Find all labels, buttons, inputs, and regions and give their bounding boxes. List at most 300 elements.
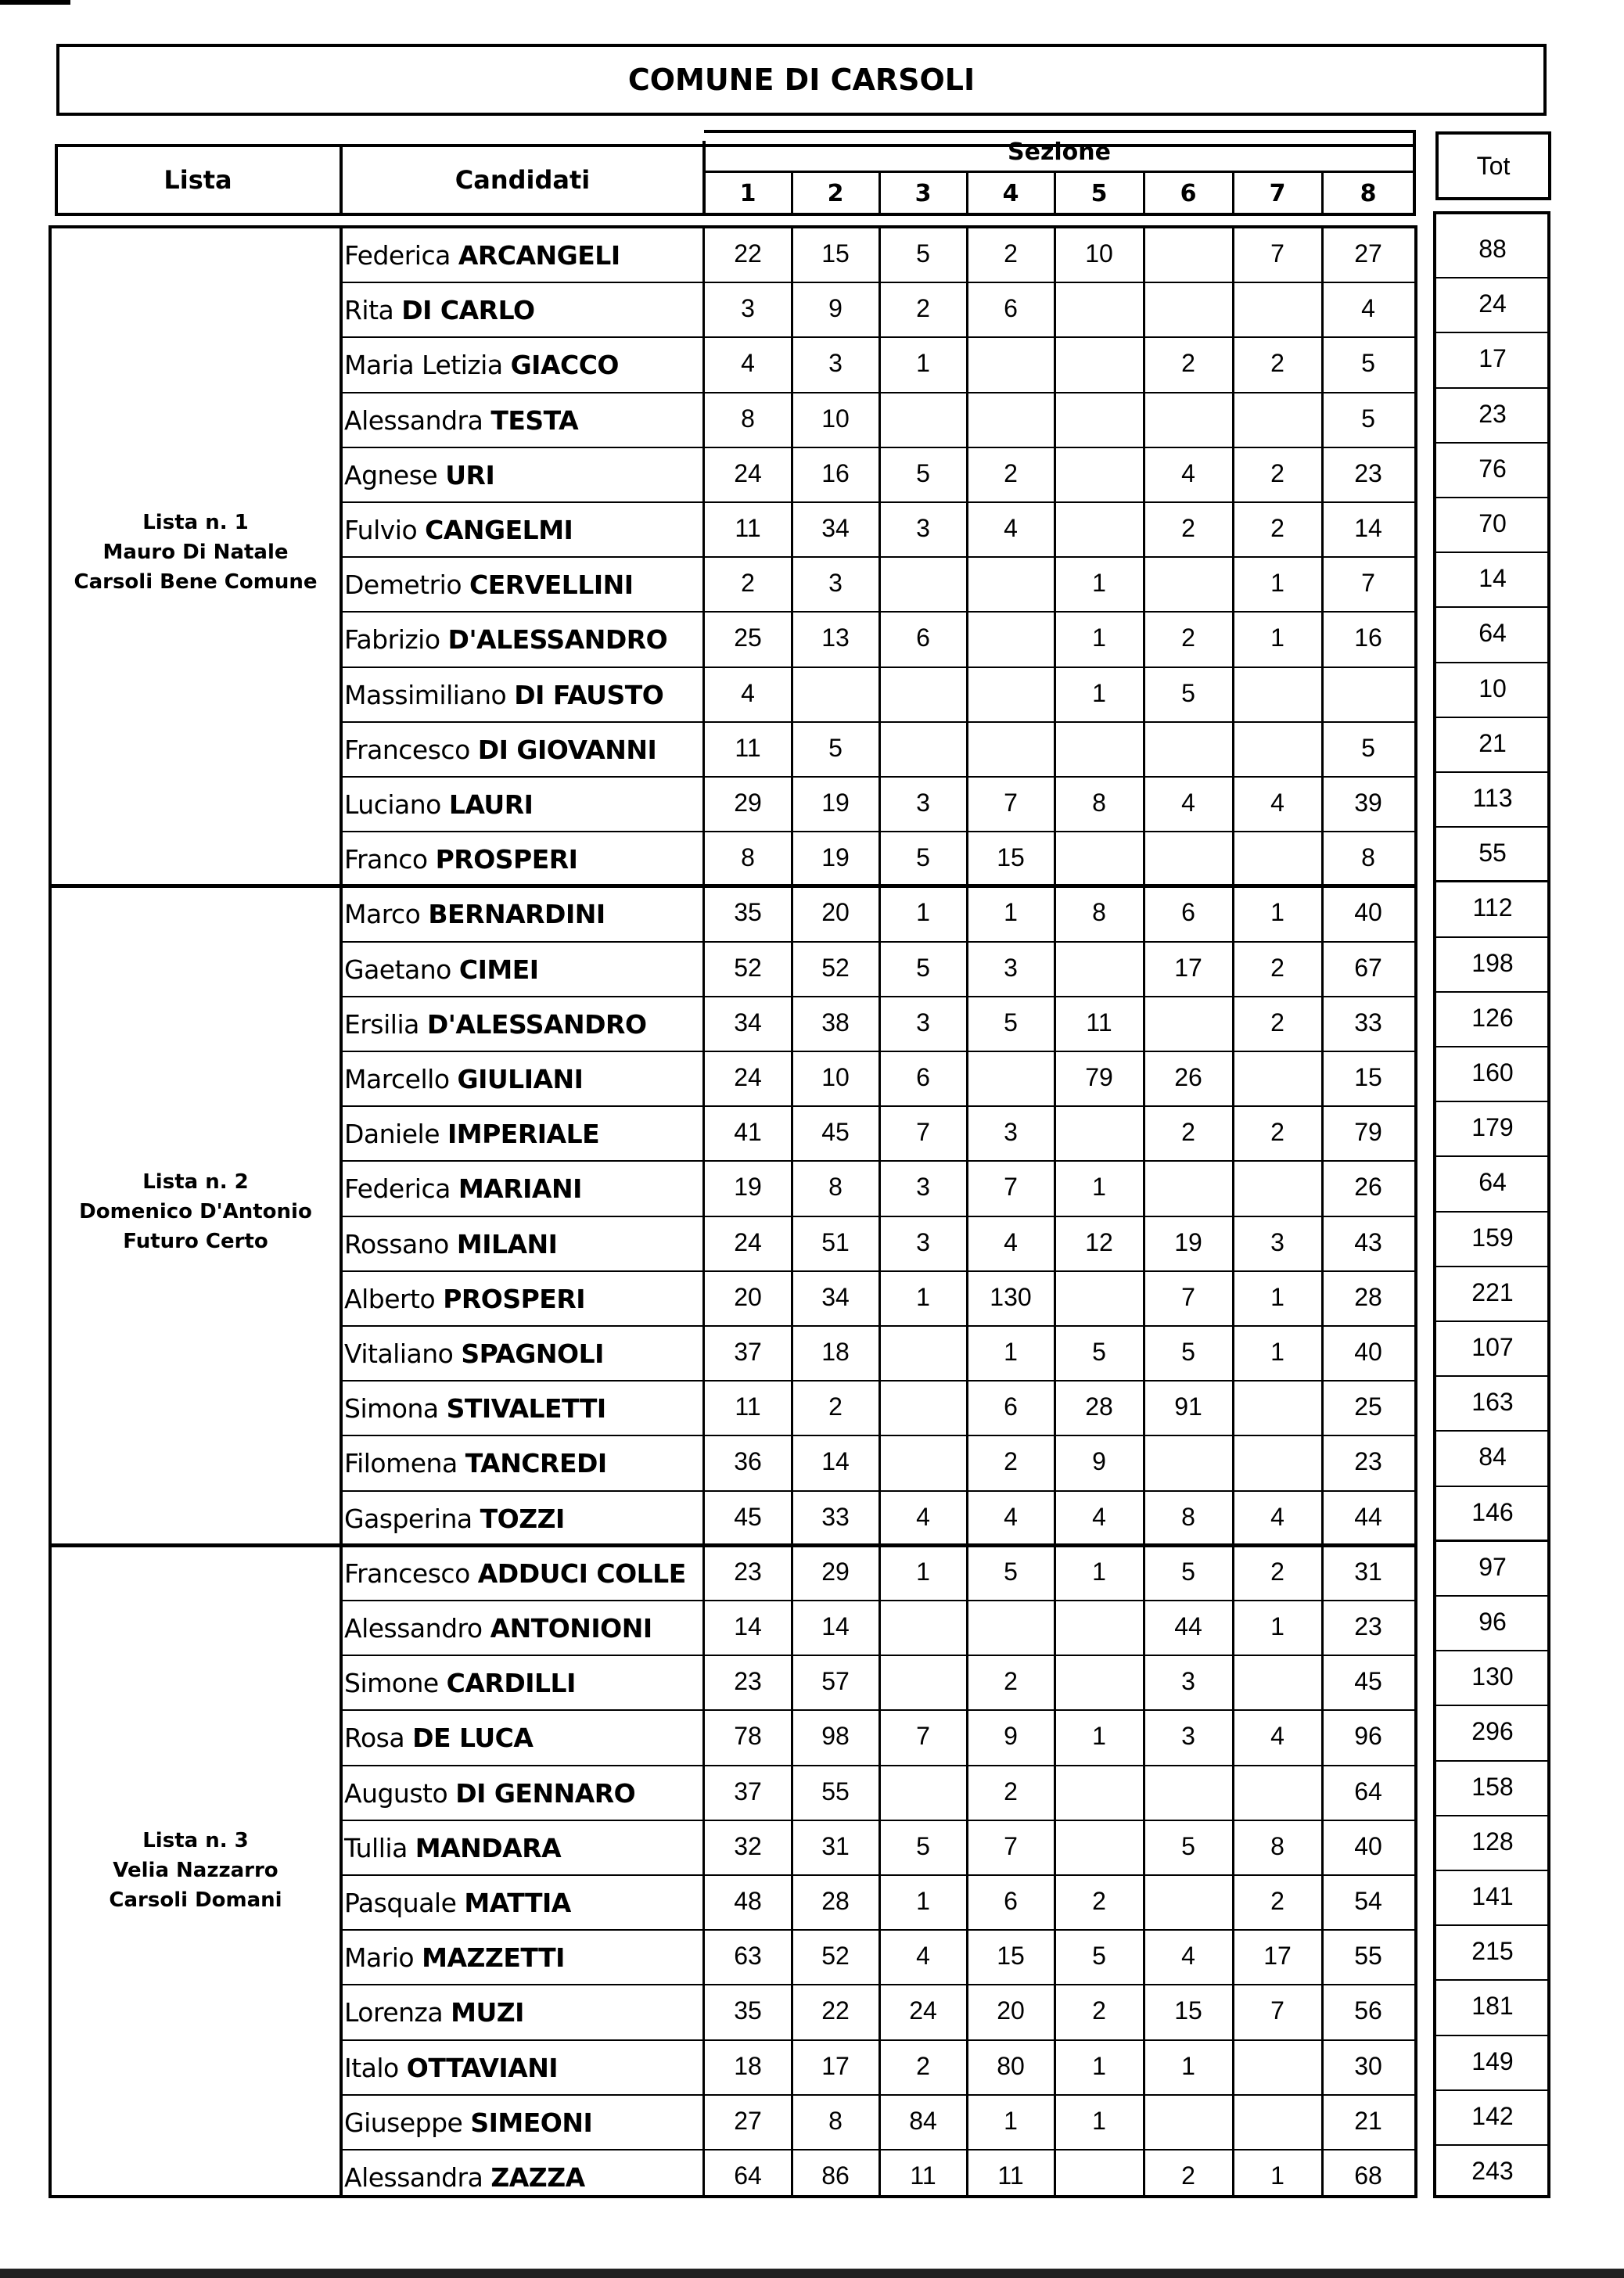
candidate-first-name: Gaetano [344,954,451,985]
vote-cell: 4 [741,349,755,378]
row-line [340,556,1414,558]
vote-cell: 18 [734,2051,762,2080]
candidate-last-name: BERNARDINI [428,899,605,930]
tot-group-line [1436,880,1549,882]
vote-cell: 2 [1181,2161,1195,2190]
total-cell: 296 [1471,1717,1514,1746]
vote-cell: 11 [735,1392,761,1421]
candidate-last-name: LAURI [448,789,534,820]
vote-cell: 2 [1270,458,1284,487]
vote-cell: 19 [734,1173,762,1202]
vote-cell: 34 [821,514,850,542]
candidate-last-name: CERVELLINI [469,570,634,601]
vote-cell: 2 [1270,953,1284,982]
vote-cell: 2 [1181,349,1195,378]
row-line [340,1325,1414,1327]
row-line [340,447,1414,448]
vote-cell: 55 [821,1777,850,1806]
vote-cell: 25 [734,623,762,652]
row-line [340,392,1414,393]
row-line [340,611,1414,613]
total-cell: 142 [1471,2101,1514,2130]
lista-divider [340,227,343,2197]
vote-cell: 3 [1270,1227,1284,1256]
vote-cell: 2 [741,569,755,598]
vote-cell: 40 [1354,1338,1382,1366]
vote-cell: 2 [1181,623,1195,652]
tot-row-line [1436,1650,1549,1651]
vote-cell: 9 [1092,1447,1106,1476]
vote-cell: 86 [821,2161,850,2190]
vote-cell: 5 [1004,1557,1018,1586]
row-line [340,1270,1414,1272]
vote-cell: 23 [1354,1447,1382,1476]
candidate-last-name: MARIANI [458,1173,582,1205]
row-line [340,831,1414,832]
candidate-last-name: CANGELMI [425,515,573,545]
vote-cell: 39 [1354,789,1382,817]
vote-cell: 5 [1004,1008,1018,1037]
candidate-name [344,1229,557,1259]
vote-cell: 28 [1354,1282,1382,1311]
vote-cell: 17 [1263,1942,1292,1971]
candidate-name [344,460,494,490]
vote-cell: 1 [1004,1338,1018,1366]
vote-cell: 8 [828,2106,843,2135]
vote-cell: 4 [741,678,755,707]
vote-cell: 15 [1174,1996,1202,2025]
candidate-first-name: Tullia [344,1832,408,1863]
vote-cell: 68 [1354,2161,1382,2190]
total-cell: 198 [1471,948,1514,977]
row-line [340,1929,1414,1931]
tot-row-line [1436,332,1549,333]
lista-label-line: Carsoli Domani [109,1888,282,1912]
candidate-first-name: Filomena [344,1448,458,1479]
header-divider [1143,171,1145,214]
candidate-last-name: SPAGNOLI [461,1338,604,1369]
vote-cell: 5 [916,843,930,872]
candidate-first-name: Luciano [344,789,441,820]
vote-cell: 1 [916,1282,930,1311]
candidate-first-name: Augusto [344,1777,448,1809]
vote-cell: 41 [734,1118,762,1147]
vote-cell: 16 [821,458,850,487]
vote-cell: 5 [828,733,843,762]
vote-cell: 4 [1181,1942,1195,1971]
vote-cell: 78 [734,1722,762,1751]
total-cell: 221 [1471,1277,1514,1306]
candidate-name [344,954,539,985]
header-divider [702,141,706,214]
section-number-7: 7 [1269,179,1286,207]
total-cell: 243 [1471,2157,1514,2185]
candidate-first-name: Rita [344,295,394,326]
tot-row-line [1436,442,1549,444]
candidate-last-name: CIMEI [458,954,539,985]
vote-cell: 64 [1354,1777,1382,1806]
vote-cell: 2 [916,294,930,323]
vote-cell: 5 [1181,1557,1195,1586]
vote-cell: 3 [916,514,930,542]
vote-cell: 56 [1354,1996,1382,2025]
vote-cell: 19 [821,789,850,817]
vote-cell: 24 [734,1063,762,1091]
vote-cell: 23 [1354,458,1382,487]
candidate-first-name: Marco [344,899,421,930]
vote-cell: 6 [916,623,930,652]
vote-cell: 1 [1270,1282,1284,1311]
tot-group-line [1436,1540,1549,1542]
candidate-name [344,1778,635,1809]
tot-row-line [1436,1211,1549,1213]
vote-cell: 4 [1004,1502,1018,1531]
vote-cell: 6 [1004,294,1018,323]
candidate-name [344,1888,571,1918]
vote-cell: 7 [1181,1282,1195,1311]
tot-row-line [1436,717,1549,718]
vote-cell: 84 [909,2106,937,2135]
vote-cell: 2 [1270,349,1284,378]
vote-cell: 48 [734,1887,762,1915]
row-line [340,1490,1414,1492]
total-cell: 64 [1478,619,1507,648]
candidate-last-name: ANTONIONI [490,1613,652,1644]
candidate-name [344,1338,604,1369]
candidate-first-name: Alessandra [344,2162,483,2193]
total-cell: 14 [1478,564,1507,593]
total-cell: 160 [1471,1058,1514,1087]
vote-cell: 52 [821,1942,850,1971]
vote-cell: 21 [1354,2106,1382,2135]
vote-cell: 11 [735,514,761,542]
scan-edge-mark [0,0,70,5]
total-cell: 163 [1471,1388,1514,1417]
vote-cell: 7 [916,1118,930,1147]
scan-bottom-edge [0,2269,1624,2278]
section-number-5: 5 [1090,179,1108,207]
vote-cell: 54 [1354,1887,1382,1915]
tot-row-line [1436,1430,1549,1432]
total-cell: 96 [1478,1608,1507,1636]
candidate-last-name: D'ALESSANDRO [426,1008,647,1040]
vote-cell: 3 [916,1173,930,1202]
vote-cell: 5 [916,953,930,982]
total-cell: 179 [1471,1113,1514,1142]
total-cell: 113 [1472,784,1513,812]
candidate-last-name: DI GIOVANNI [477,734,657,765]
total-cell: 181 [1471,1992,1514,2021]
tot-row-line [1436,1815,1549,1816]
total-cell: 88 [1478,235,1507,263]
tot-row-line [1436,1375,1549,1377]
vote-cell: 7 [1004,789,1018,817]
group-line [49,1543,1416,1547]
header-divider [878,171,881,214]
candidate-name [344,1064,583,1094]
vote-cell: 51 [821,1227,850,1256]
candidate-first-name: Alberto [344,1283,436,1314]
vote-cell: 1 [1092,1173,1106,1202]
tot-row-line [1436,1101,1549,1102]
total-cell: 17 [1478,344,1507,373]
vote-cell: 22 [734,239,762,268]
total-cell: 10 [1478,674,1507,702]
vote-cell: 1 [1270,569,1284,598]
candidati-header: Candidati [455,165,591,195]
vote-cell: 3 [916,1227,930,1256]
tot-row-line [1436,497,1549,498]
vote-cell: 14 [821,1612,850,1640]
candidate-first-name: Pasquale [344,1888,457,1918]
vote-cell: 24 [734,458,762,487]
candidate-last-name: IMPERIALE [447,1119,600,1150]
candidate-first-name: Alessandro [344,1613,483,1644]
candidate-last-name: SIMEONI [470,2107,593,2138]
vote-cell: 24 [909,1996,937,2025]
candidate-name [344,295,535,325]
tot-row-line [1436,936,1549,938]
vote-cell: 7 [1004,1831,1018,1860]
candidate-last-name: TOZZI [480,1503,565,1534]
tot-row-line [1436,991,1549,993]
vote-cell: 17 [1174,953,1202,982]
candidate-last-name: DI CARLO [401,295,535,326]
vote-cell: 1 [916,898,930,927]
vote-cell: 1 [1004,2106,1018,2135]
vote-cell: 52 [821,953,850,982]
lista-label-line: Lista n. 1 [142,511,249,535]
vote-cell: 26 [1354,1173,1382,1202]
vote-cell: 19 [821,843,850,872]
row-line [340,1874,1414,1876]
candidate-name [344,1668,576,1698]
vote-cell: 1 [1270,1338,1284,1366]
vote-cell: 6 [1181,898,1195,927]
vote-cell: 15 [821,239,850,268]
vote-cell: 27 [1354,239,1382,268]
tot-row-line [1436,1155,1549,1157]
candidate-first-name: Franco [344,844,428,875]
candidate-name [344,789,533,820]
candidate-first-name: Fabrizio [344,624,440,656]
row-line [340,1160,1414,1162]
header-divider [791,171,793,214]
vote-cell: 18 [821,1338,850,1366]
candidate-name [344,1558,686,1589]
vote-cell: 67 [1354,953,1382,982]
candidate-last-name: ZAZZA [490,2162,585,2193]
candidate-first-name: Lorenza [344,1997,444,2028]
vote-cell: 2 [1092,1887,1106,1915]
candidate-first-name: Agnese [344,459,438,490]
vote-cell: 27 [734,2106,762,2135]
vote-cell: 11 [735,733,761,762]
vote-cell: 15 [997,1942,1025,1971]
vote-cell: 6 [916,1063,930,1091]
tot-row-line [1436,1870,1549,1871]
candidate-last-name: MANDARA [415,1832,562,1863]
vote-cell: 26 [1174,1063,1202,1091]
vote-cell: 19 [1174,1227,1202,1256]
candidate-name [344,1613,652,1644]
tot-row-line [1436,1046,1549,1047]
candidate-last-name: MAZZETTI [422,1942,565,1974]
vote-cell: 3 [828,349,843,378]
total-cell: 64 [1478,1168,1507,1197]
row-line [340,1709,1414,1711]
candidate-name [344,1833,561,1863]
candidate-first-name: Francesco [344,1558,470,1589]
vote-cell: 63 [734,1942,762,1971]
vote-cell: 40 [1354,898,1382,927]
vote-cell: 22 [821,1996,850,2025]
vote-cell: 1 [916,1557,930,1586]
vote-cell: 16 [1354,623,1382,652]
vote-cell: 33 [1354,1008,1382,1037]
vote-cell: 9 [1004,1722,1018,1751]
header-divider [1321,171,1324,214]
candidate-name [344,735,656,765]
vote-cell: 1 [1181,2051,1195,2080]
vote-cell: 2 [1092,1996,1106,2025]
vote-cell: 3 [1004,953,1018,982]
vote-cell: 1 [916,1887,930,1915]
row-line [340,721,1414,723]
vote-cell: 1 [1092,569,1106,598]
row-line [340,1984,1414,1985]
row-line [340,1216,1414,1217]
vote-cell: 3 [828,569,843,598]
row-line [340,2039,1414,2041]
candidate-name [344,1284,585,1314]
vote-cell: 4 [1181,458,1195,487]
candidate-last-name: DE LUCA [412,1723,534,1754]
candidate-last-name: MUZI [451,1997,524,2028]
vote-cell: 2 [1004,1447,1018,1476]
vote-cell: 15 [997,843,1025,872]
candidate-first-name: Rossano [344,1228,449,1259]
vote-cell: 3 [1181,1667,1195,1696]
total-cell: 70 [1478,509,1507,537]
vote-cell: 1 [1092,1722,1106,1751]
vote-cell: 7 [1270,239,1284,268]
vote-cell: 79 [1354,1118,1382,1147]
total-cell: 128 [1471,1827,1514,1856]
row-line [340,501,1414,503]
candidate-last-name: OTTAVIANI [406,2052,559,2083]
row-line [340,996,1414,997]
total-cell: 55 [1478,839,1507,868]
vote-cell: 5 [1092,1338,1106,1366]
candidate-first-name: Alessandra [344,404,483,436]
candidate-last-name: D'ALESSANDRO [447,624,668,656]
tot-row-line [1436,552,1549,553]
candidate-first-name: Federica [344,1173,451,1205]
tot-row-line [1436,1760,1549,1762]
candidate-first-name: Simone [344,1668,439,1699]
candidate-name [344,1009,647,1040]
vote-cell: 2 [1181,1118,1195,1147]
row-line [340,1600,1414,1601]
lista-label-line: Velia Nazzarro [113,1859,278,1882]
vote-cell: 12 [1085,1227,1113,1256]
vote-cell: 1 [1004,898,1018,927]
total-cell: 149 [1471,2046,1514,2075]
vote-cell: 2 [1181,514,1195,542]
vote-cell: 64 [734,2161,762,2190]
vote-cell: 20 [997,1996,1025,2025]
candidate-name [344,405,578,436]
candidate-first-name: Ersilia [344,1008,419,1040]
vote-cell: 1 [916,349,930,378]
candidate-name [344,2107,592,2138]
candidate-name [344,1448,607,1479]
vote-cell: 8 [741,404,755,433]
tot-row-line [1436,1979,1549,1981]
candidate-name [344,844,577,875]
candidate-last-name: CARDILLI [446,1668,576,1699]
total-cell: 159 [1471,1223,1514,1252]
candidate-first-name: Giuseppe [344,2107,463,2138]
vote-cell: 3 [916,789,930,817]
vote-cell: 32 [734,1831,762,1860]
vote-cell: 28 [821,1887,850,1915]
row-line [340,1051,1414,1052]
total-cell: 76 [1478,454,1507,483]
candidate-first-name: Francesco [344,734,470,765]
candidate-name [344,899,605,929]
candidate-name [344,680,663,710]
vote-cell: 91 [1174,1392,1202,1421]
vote-cell: 25 [1354,1392,1382,1421]
vote-cell: 1 [1092,2106,1106,2135]
row-line [340,1435,1414,1436]
vote-cell: 130 [990,1282,1032,1311]
candidate-last-name: MATTIA [464,1888,571,1918]
vote-cell: 14 [1354,514,1382,542]
vote-cell: 44 [1354,1502,1382,1531]
candidate-first-name: Marcello [344,1064,450,1094]
candidate-last-name: PROSPERI [435,844,578,875]
vote-cell: 45 [821,1118,850,1147]
lista-label-line: Carsoli Bene Comune [74,570,318,595]
candidate-name [344,1504,565,1534]
vote-cell: 5 [916,1831,930,1860]
vote-cell: 10 [821,404,850,433]
header-sub-line [704,171,1414,173]
vote-cell: 20 [734,1282,762,1311]
tot-row-line [1436,277,1549,278]
tot-row-line [1436,2035,1549,2036]
tot-row-line [1436,1924,1549,1926]
vote-cell: 45 [734,1502,762,1531]
vote-cell: 24 [734,1227,762,1256]
vote-cell: 15 [1354,1063,1382,1091]
vote-cell: 38 [821,1008,850,1037]
vote-cell: 2 [1270,1887,1284,1915]
section-number-8: 8 [1360,179,1377,207]
vote-cell: 5 [916,239,930,268]
vote-cell: 55 [1354,1942,1382,1971]
sezione-top-line [704,130,1414,133]
candidate-last-name: GIULIANI [457,1064,584,1094]
section-number-2: 2 [827,179,844,207]
candidate-name [344,1942,565,1973]
vote-cell: 36 [734,1447,762,1476]
vote-cell: 29 [821,1557,850,1586]
tot-row-line [1436,1486,1549,1487]
